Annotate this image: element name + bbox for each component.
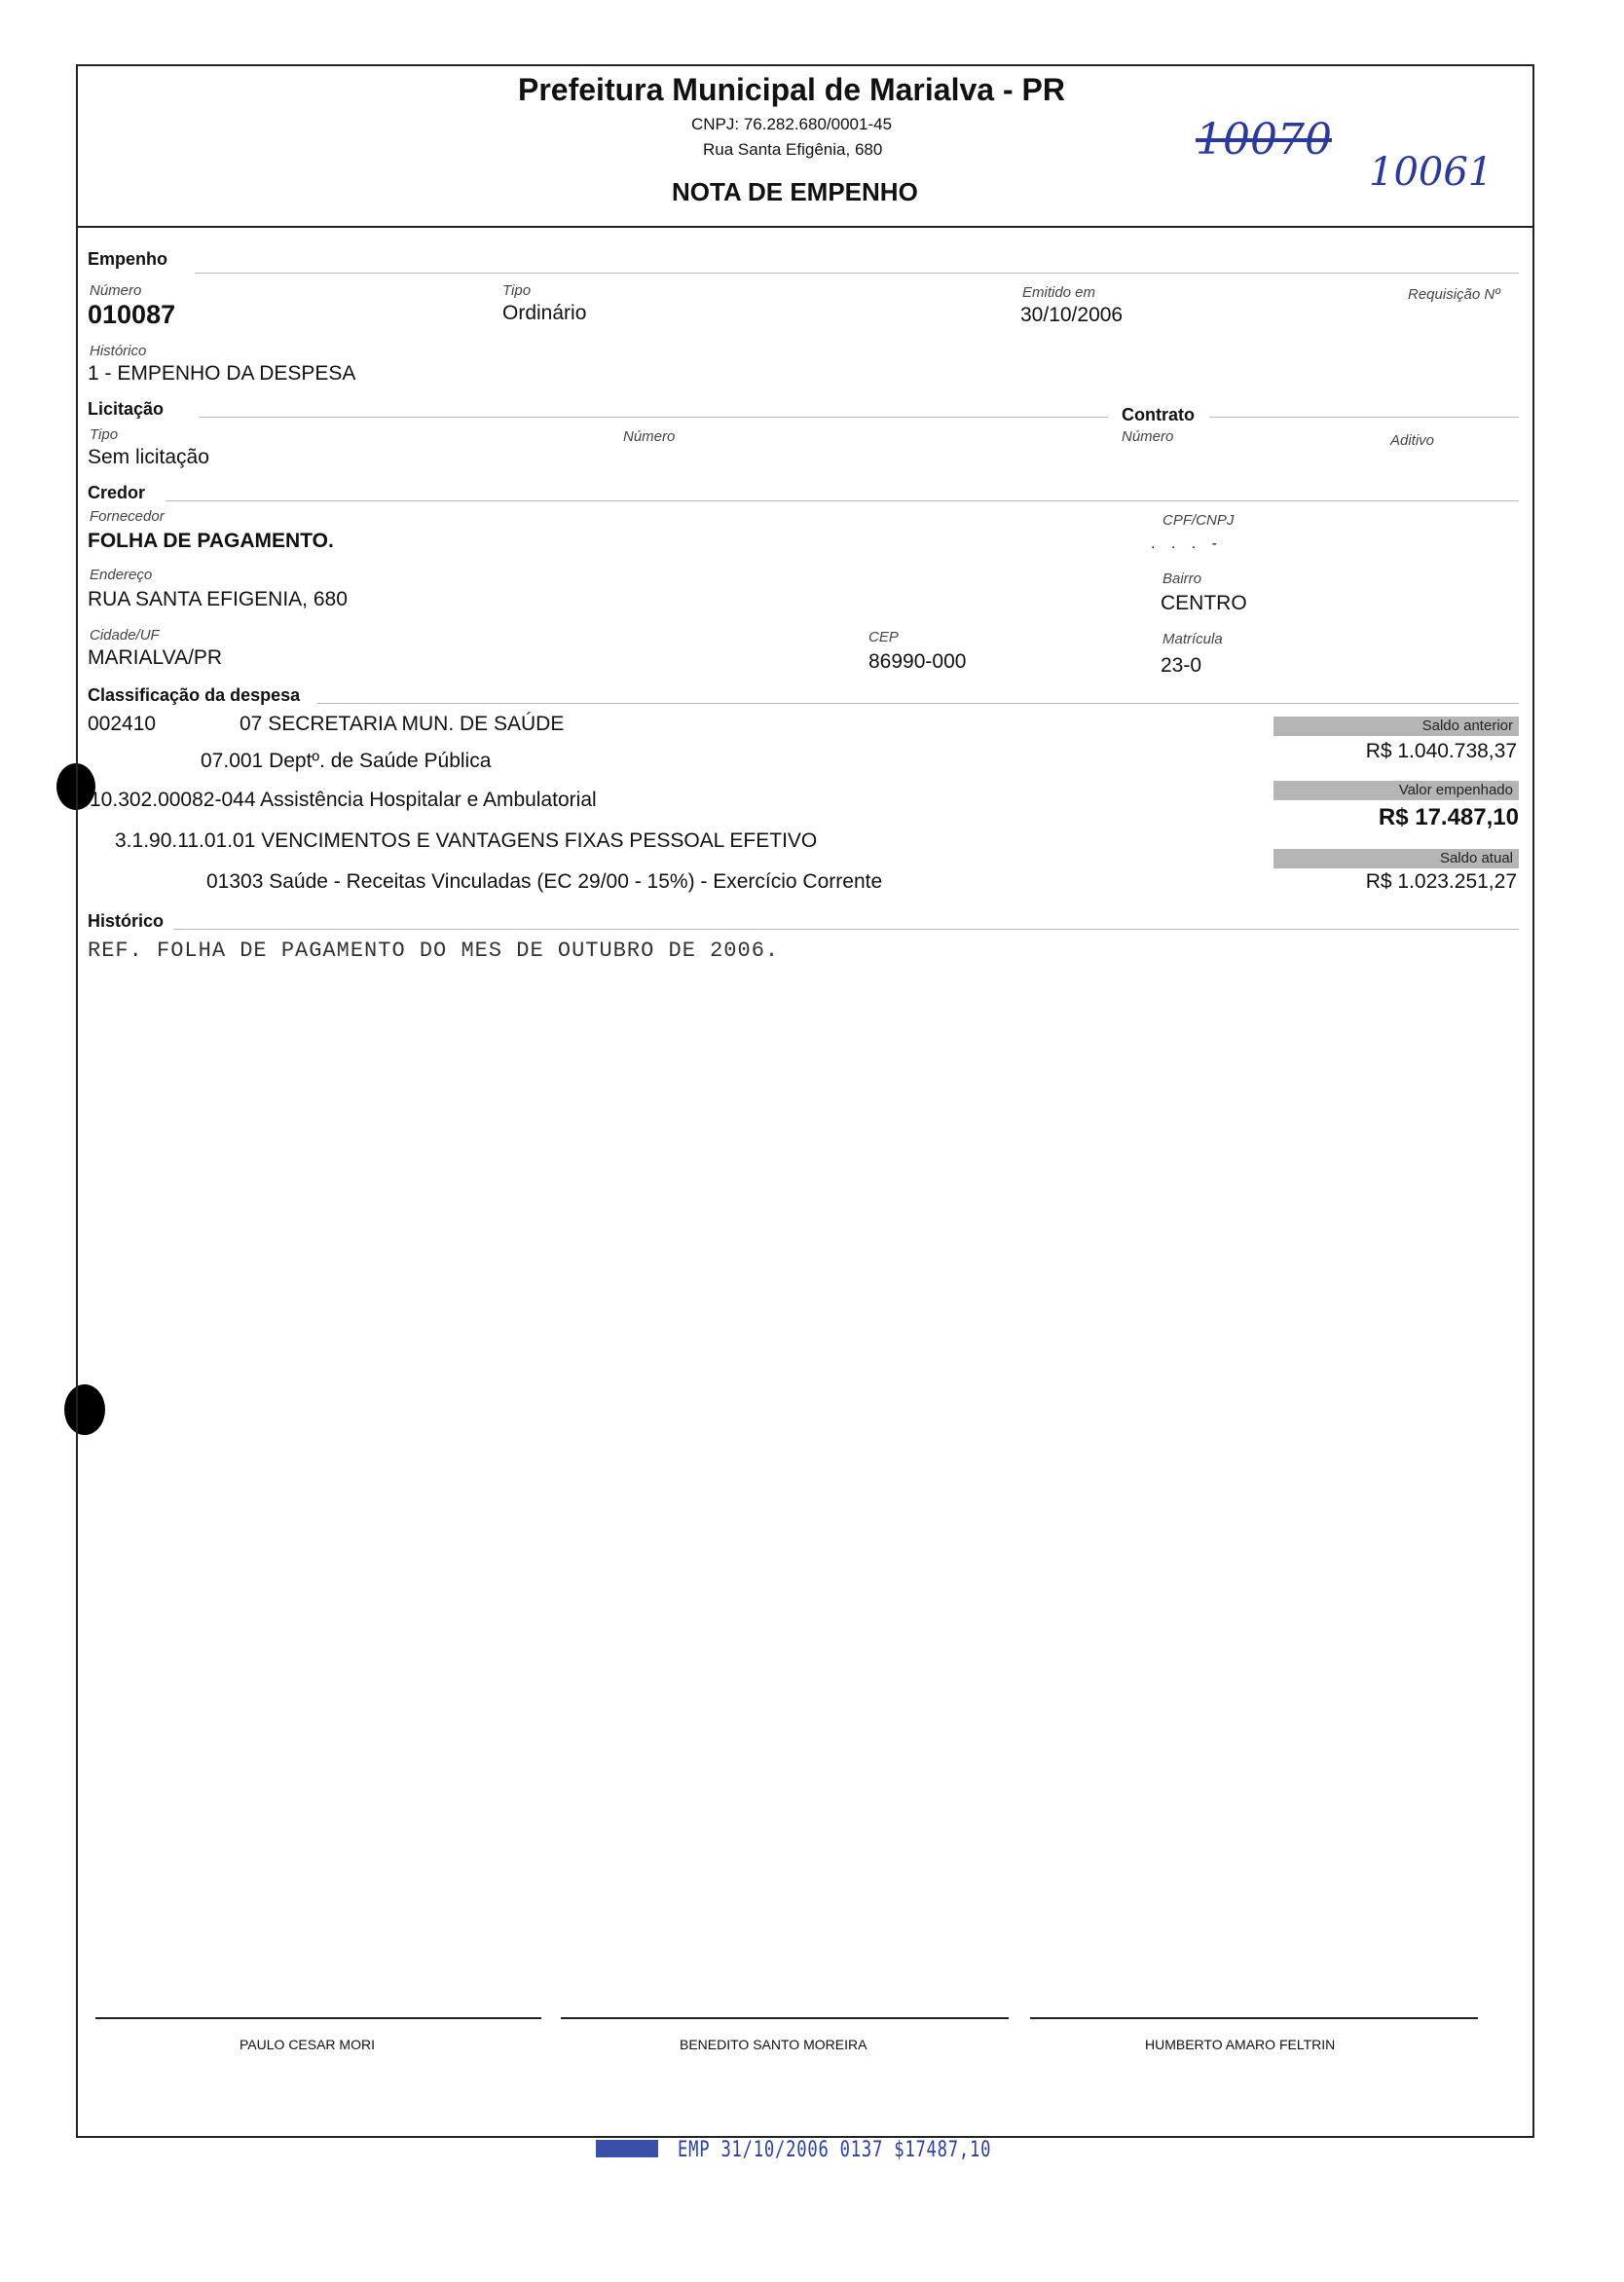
bairro-label: Bairro [1163,570,1202,587]
fornecedor-label: Fornecedor [90,508,165,525]
cpf-value: . . . - [1151,535,1223,552]
signature-line-1 [95,2017,541,2019]
numero-label: Número [90,282,142,299]
signature-name-1: PAULO CESAR MORI [240,2037,375,2052]
licitacao-tipo: Sem licitação [88,446,209,468]
handwritten-number-struck: 10070 [1196,115,1332,165]
classificacao-section-label: Classificação da despesa [88,685,301,705]
handwritten-number: 10061 [1369,150,1494,195]
signature-line-2 [561,2017,1009,2019]
historico-label: Histórico [90,343,147,359]
licitacao-tipo-label: Tipo [90,426,119,443]
requisicao-label: Requisição Nº [1408,286,1500,303]
classificacao-code: 002410 [88,713,157,735]
credor-rule [166,500,1519,501]
signature-name-2: BENEDITO SANTO MOREIRA [680,2037,867,2052]
endereco: RUA SANTA EFIGENIA, 680 [88,588,348,610]
licitacao-numero-label: Número [623,428,676,445]
footer-stamp-mark [596,2140,658,2157]
cpf-label: CPF/CNPJ [1163,512,1235,529]
licitacao-rule [199,417,1108,418]
emitido-label: Emitido em [1022,284,1096,301]
bairro: CENTRO [1161,592,1247,614]
saldo-anterior-value: R$ 1.040.738,37 [1365,740,1517,762]
credor-section-label: Credor [88,483,146,502]
empenho-rule [195,273,1519,274]
contrato-label: Contrato [1122,405,1195,424]
historico-section-label: Histórico [88,911,165,931]
empenho-historico: 1 - EMPENHO DA DESPESA [88,362,356,385]
valor-empenhado-value: R$ 17.487,10 [1378,804,1519,830]
cidade: MARIALVA/PR [88,646,223,669]
classificacao-departamento: 07.001 Deptº. de Saúde Pública [201,750,492,772]
historico-text: REF. FOLHA DE PAGAMENTO DO MES DE OUTUBRO DE 2006. [88,939,780,963]
classificacao-elemento: 3.1.90.11.01.01 VENCIMENTOS E VANTAGENS FIXAS PESSOAL EFETIVO [115,829,818,852]
classificacao-rule [317,703,1519,704]
contrato-numero-label: Número [1122,428,1174,445]
licitacao-section-label: Licitação [88,399,165,419]
aditivo-label: Aditivo [1390,432,1435,449]
endereco-label: Endereço [90,567,153,583]
valor-empenhado-label: Valor empenhado [1273,781,1519,800]
saldo-atual-value: R$ 1.023.251,27 [1365,870,1517,893]
address: Rua Santa Efigênia, 680 [703,140,883,159]
signature-name-3: HUMBERTO AMARO FELTRIN [1145,2037,1336,2052]
matricula-label: Matrícula [1163,631,1223,647]
footer-stamp: EMP 31/10/2006 0137 $17487,10 [678,2138,992,2162]
cep-label: CEP [868,629,899,645]
tipo-label: Tipo [502,282,532,299]
emitido-date: 30/10/2006 [1020,304,1124,326]
saldo-atual-label: Saldo atual [1273,849,1519,868]
empenho-tipo: Ordinário [502,302,587,324]
cidade-label: Cidade/UF [90,627,160,644]
contrato-rule [1209,417,1519,418]
empenho-numero: 010087 [88,300,176,329]
classificacao-fonte: 01303 Saúde - Receitas Vinculadas (EC 29/00 - 15%) - Exercício Corrente [206,870,883,893]
header-divider [76,226,1532,228]
fornecedor: FOLHA DE PAGAMENTO. [88,530,334,552]
classificacao-programa: 10.302.00082-044 Assistência Hospitalar e Ambulatorial [90,789,597,811]
signature-line-3 [1030,2017,1478,2019]
doc-title: NOTA DE EMPENHO [672,177,918,206]
saldo-anterior-label: Saldo anterior [1273,717,1519,736]
cnpj: CNPJ: 76.282.680/0001-45 [691,115,893,133]
empenho-section-label: Empenho [88,249,168,269]
matricula: 23-0 [1161,654,1202,677]
org-title: Prefeitura Municipal de Marialva - PR [518,72,1065,107]
historico-rule [173,929,1519,930]
cep: 86990-000 [868,650,967,673]
classificacao-secretaria: 07 SECRETARIA MUN. DE SAÚDE [240,713,565,735]
